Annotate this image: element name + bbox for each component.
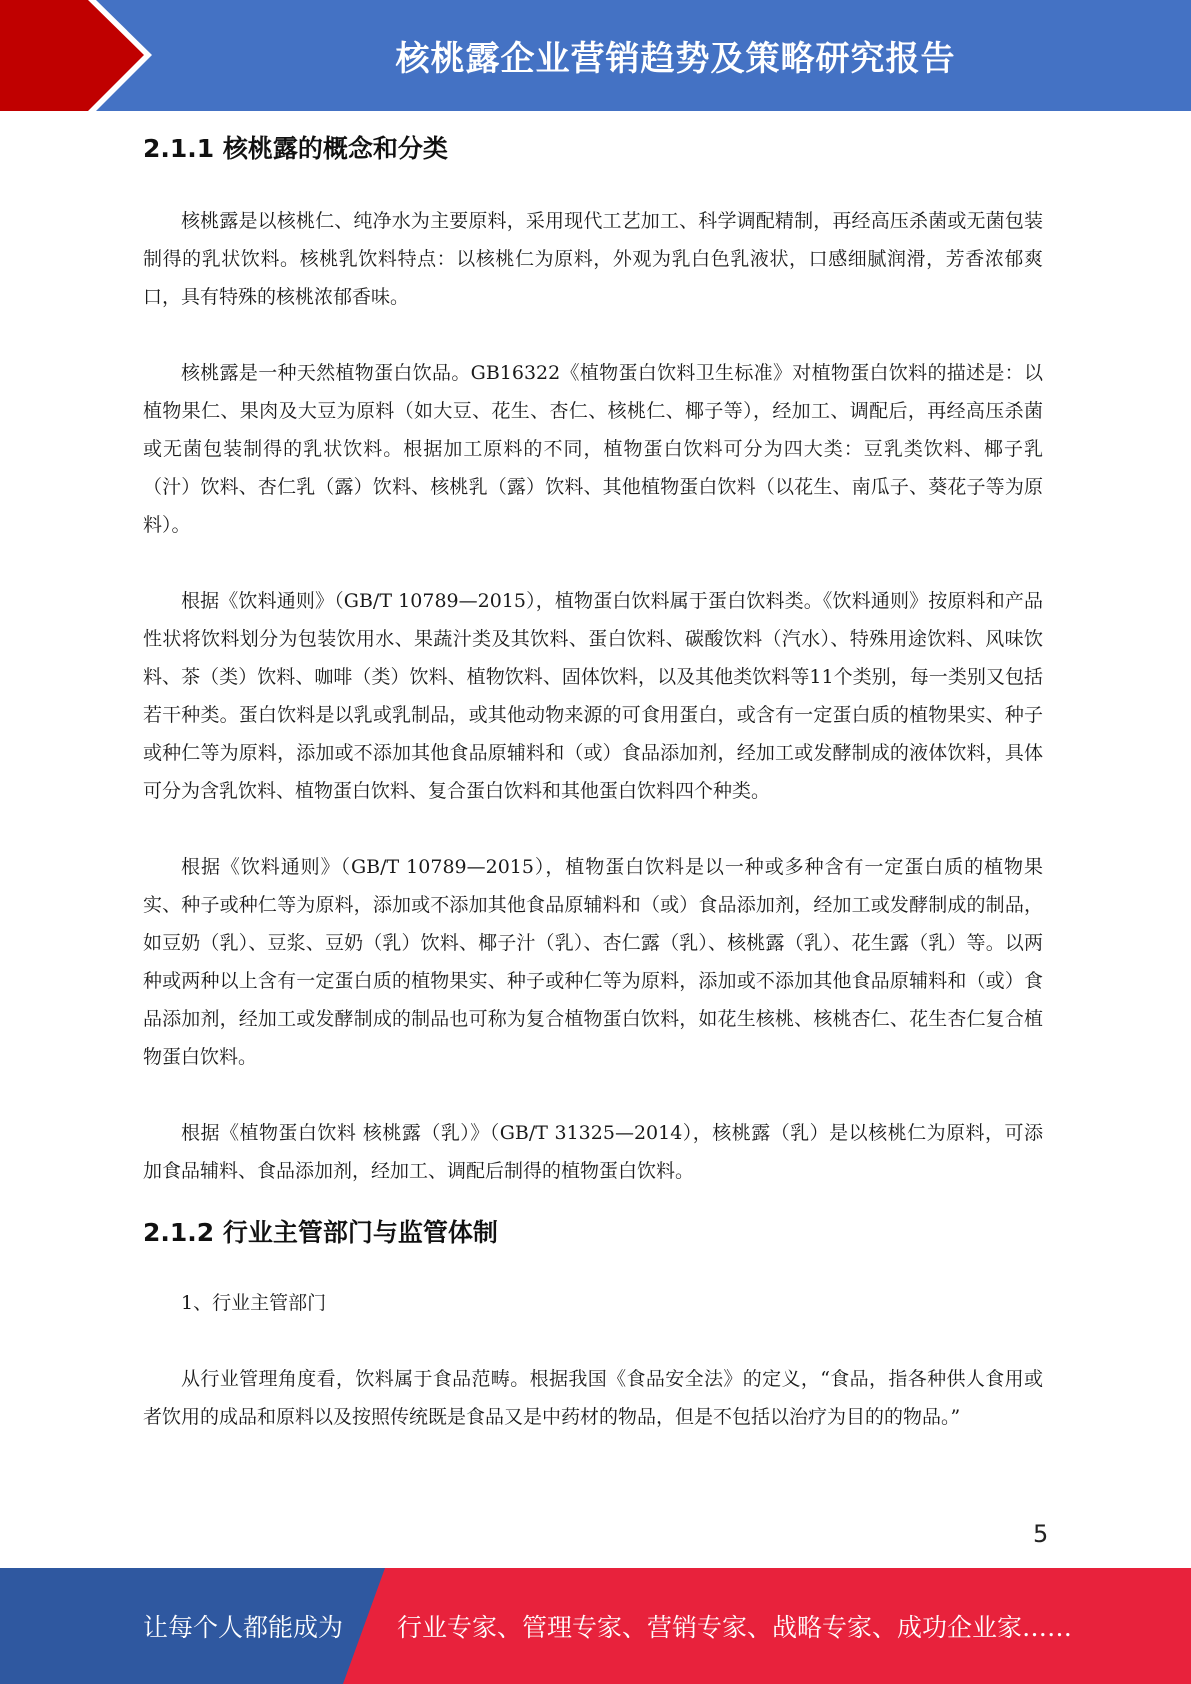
document-body: [143, 124, 1043, 1436]
page-number: 5: [1033, 1520, 1049, 1548]
paragraph: 根据《饮料通则》（GB/T 10789—2015），植物蛋白饮料属于蛋白饮料类。《饮料通则》按原料和产品性状将饮料划分为包装饮用水、果蔬汁类及其饮料、蛋白饮料、碳酸饮料（汽水）、特殊用途饮料、风味饮料、茶（类）饮料、咖啡（类）饮料、植物饮料、固体饮料，以及其他类饮料等11个类别，每一类别又包括若干种类。蛋白饮料是以乳或乳制品，或其他动物来源的可食用蛋白，或含有一定蛋白质的植物果实、种子或种仁等为原料，添加或不添加其他食品原辅料和（或）食品添加剂，经加工或发酵制成的液体饮料，具体可分为含乳饮料、植物蛋白饮料、复合蛋白饮料和其他蛋白饮料四个种类。: [143, 590, 1043, 802]
page-footer: [0, 1568, 1191, 1684]
section-heading-2-1-2: 2.1.2 行业主管部门与监管体制: [143, 1218, 498, 1247]
paragraph: 根据《植物蛋白饮料 核桃露（乳）》（GB/T 31325—2014），核桃露（乳）是以核桃仁为原料，可添加食品辅料、食品添加剂，经加工、调配后制得的植物蛋白饮料。: [143, 1122, 1043, 1182]
paragraph: 核桃露是以核桃仁、纯净水为主要原料，采用现代工艺加工、科学调配精制，再经高压杀菌或无菌包装制得的乳状饮料。核桃乳饮料特点：以核桃仁为原料，外观为乳白色乳液状，口感细腻润滑，芳香浓郁爽口，具有特殊的核桃浓郁香味。: [143, 210, 1043, 308]
paragraph: 根据《饮料通则》（GB/T 10789—2015），植物蛋白饮料是以一种或多种含有一定蛋白质的植物果实、种子或种仁等为原料，添加或不添加其他食品原辅料和（或）食品添加剂，经加工或发酵制成的制品，如豆奶（乳）、豆浆、豆奶（乳）饮料、椰子汁（乳）、杏仁露（乳）、核桃露（乳）、花生露（乳）等。以两种或两种以上含有一定蛋白质的植物果实、种子或种仁等为原料，添加或不添加其他食品原辅料和（或）食品添加剂，经加工或发酵制成的制品也可称为复合植物蛋白饮料，如花生核桃、核桃杏仁、花生杏仁复合植物蛋白饮料。: [143, 856, 1043, 1068]
footer-slogan-right: 行业专家、管理专家、营销专家、战略专家、成功企业家……: [397, 1613, 1073, 1642]
page-header: [0, 0, 1191, 111]
subsection-label: 1、行业主管部门: [181, 1292, 327, 1314]
paragraph: 核桃露是一种天然植物蛋白饮品。GB16322《植物蛋白饮料卫生标准》对植物蛋白饮料的描述是：以植物果仁、果肉及大豆为原料（如大豆、花生、杏仁、核桃仁、椰子等），经加工、调配后，再经高压杀菌或无菌包装制得的乳状饮料。根据加工原料的不同，植物蛋白饮料可分为四大类：豆乳类饮料、椰子乳（汁）饮料、杏仁乳（露）饮料、核桃乳（露）饮料、其他植物蛋白饮料（以花生、南瓜子、葵花子等为原料）。: [143, 362, 1043, 536]
footer-slogan-left: 让每个人都能成为: [143, 1613, 344, 1642]
paragraph: 从行业管理角度看，饮料属于食品范畴。根据我国《食品安全法》的定义，“食品，指各种供人食用或者饮用的成品和原料以及按照传统既是食品又是中药材的物品，但是不包括以治疗为目的的物品。”: [143, 1368, 1043, 1428]
header-title: 核桃露企业营销趋势及策略研究报告: [395, 39, 956, 79]
header-arrow-decoration: [0, 0, 160, 111]
section-heading-2-1-1: 2.1.1 核桃露的概念和分类: [143, 134, 448, 163]
